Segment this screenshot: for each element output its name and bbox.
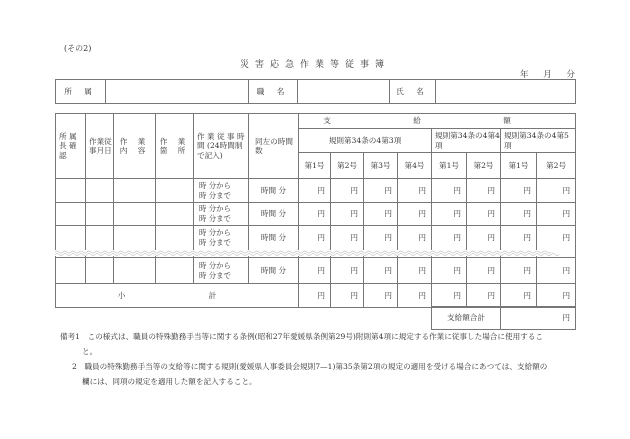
subtotal-amount-cell[interactable]: 円 (501, 284, 537, 308)
note-2-continued: 欄には、同項の規定を適用した額を記入すること。 (82, 377, 257, 386)
job-title-field[interactable] (298, 80, 390, 104)
header-hours-count: 同左の時間数 (249, 114, 299, 179)
subcol-header: 第2号 (537, 153, 576, 179)
work-place-cell[interactable] (156, 258, 194, 284)
time-to: 時 分まで (199, 214, 231, 223)
amount-cell[interactable]: 円 (501, 226, 537, 251)
amount-cell[interactable]: 円 (299, 258, 331, 284)
hours-cell[interactable]: 時間 分 (249, 258, 299, 284)
note-1-prefix: 備考1 (60, 332, 81, 341)
period-label: 年 月 分 (520, 70, 575, 80)
form-title: 災害応急作業等従事簿 (239, 60, 390, 70)
amount-cell[interactable]: 円 (398, 179, 432, 203)
subtotal-amount-cell[interactable]: 円 (331, 284, 364, 308)
work-time-cell[interactable] (194, 258, 249, 284)
amount-cell[interactable]: 円 (501, 258, 537, 284)
note-1-continued: と。 (82, 347, 98, 356)
subtotal-amount-cell[interactable]: 円 (364, 284, 398, 308)
subtotal-amount-cell[interactable]: 円 (537, 284, 576, 308)
work-date-cell[interactable] (86, 203, 114, 226)
subcol-header: 第1号 (299, 153, 331, 179)
amount-cell[interactable]: 円 (537, 203, 576, 226)
amount-cell[interactable]: 円 (331, 203, 364, 226)
amount-cell[interactable]: 円 (432, 203, 467, 226)
job-title-label: 職 名 (249, 80, 298, 104)
affiliation-label: 所 属 (56, 80, 106, 104)
amount-cell[interactable]: 円 (467, 258, 501, 284)
time-to: 時 分まで (199, 270, 231, 280)
amount-cell[interactable]: 円 (398, 226, 432, 251)
affiliation-field[interactable] (106, 80, 249, 104)
work-content-cell[interactable] (114, 258, 156, 284)
table-row (56, 179, 576, 203)
work-date-cell[interactable] (86, 179, 114, 203)
note-2-text: 職員の特殊勤務手当等の支給等に関する規則(愛媛県人事委員会規則7—1)第35条第2項の規定の適用を受ける場合にあつては、支給額の (84, 362, 548, 371)
amount-cell[interactable]: 円 (432, 226, 467, 251)
supervisor-confirm-cell[interactable] (56, 226, 86, 251)
time-to: 時 分まで (199, 190, 231, 200)
work-time-cell[interactable] (194, 179, 249, 203)
amount-cell[interactable]: 円 (501, 203, 537, 226)
amount-cell[interactable]: 円 (501, 179, 537, 203)
work-record-table (55, 113, 576, 308)
header-work-time: 作 業 従 事 時 間 (24時間制で記入) (194, 114, 249, 179)
time-from: 時 分から (199, 260, 231, 270)
amount-cell[interactable]: 円 (467, 226, 501, 251)
amount-cell[interactable]: 円 (398, 203, 432, 226)
amount-cell[interactable]: 円 (537, 258, 576, 284)
amount-cell[interactable]: 円 (299, 203, 331, 226)
amount-cell[interactable]: 円 (432, 179, 467, 203)
table-row (56, 258, 576, 284)
subcol-header: 第4号 (398, 153, 432, 179)
hours-cell[interactable]: 時間 分 (249, 226, 299, 251)
subcol-header: 第1号 (432, 153, 467, 179)
amount-cell[interactable]: 円 (364, 179, 398, 203)
amount-cell[interactable]: 円 (331, 179, 364, 203)
work-place-cell[interactable] (156, 179, 194, 203)
work-place-cell[interactable] (156, 226, 194, 251)
subtotal-amount-cell[interactable]: 円 (432, 284, 467, 308)
total-table (431, 306, 576, 330)
notes-section (60, 329, 620, 389)
info-table (55, 79, 576, 104)
work-date-cell[interactable] (86, 258, 114, 284)
amount-cell[interactable]: 円 (331, 258, 364, 284)
header-rule-group-3: 規則第34条の4第5項 (501, 129, 576, 153)
supervisor-confirm-cell[interactable] (56, 203, 86, 226)
subcol-header: 第3号 (364, 153, 398, 179)
name-label: 氏 名 (390, 80, 436, 104)
header-rule-group-1: 規則第34条の4第3項 (299, 129, 432, 153)
subcol-header: 第2号 (331, 153, 364, 179)
name-field[interactable] (436, 80, 576, 104)
amount-cell[interactable]: 円 (364, 258, 398, 284)
note-2 (60, 359, 620, 374)
work-content-cell[interactable] (114, 203, 156, 226)
subtotal-label-right: 計 (208, 290, 217, 300)
subtotal-amount-cell[interactable]: 円 (299, 284, 331, 308)
amount-cell[interactable]: 円 (537, 226, 576, 251)
time-from: 時 分から (199, 228, 231, 238)
amount-cell[interactable]: 円 (398, 258, 432, 284)
amount-cell[interactable]: 円 (364, 226, 398, 251)
header-work-content: 作 業 内 容 (114, 114, 156, 179)
supervisor-confirm-cell[interactable] (56, 179, 86, 203)
subcol-header: 第2号 (467, 153, 501, 179)
subtotal-row (56, 284, 576, 308)
time-from: 時 分から (199, 204, 231, 214)
amount-cell[interactable]: 円 (467, 179, 501, 203)
note-1-text: この様式は、職員の特殊勤務手当等に関する条例(昭和27年愛媛県条例第29号)附則第4項に規定する作業に従事した場合に使用するこ (87, 332, 543, 341)
work-place-cell[interactable] (156, 203, 194, 226)
header-payment-amount: 支 給 額 (299, 114, 576, 129)
work-content-cell[interactable] (114, 179, 156, 203)
subtotal-amount-cell[interactable]: 円 (398, 284, 432, 308)
amount-cell[interactable]: 円 (537, 179, 576, 203)
amount-cell[interactable]: 円 (299, 226, 331, 251)
work-date-cell[interactable] (86, 226, 114, 251)
work-content-cell[interactable] (114, 226, 156, 251)
hours-cell[interactable]: 時間 分 (249, 179, 299, 203)
amount-cell[interactable]: 円 (331, 226, 364, 251)
total-label: 支給額合計 (432, 307, 501, 330)
work-time-cell[interactable] (194, 203, 249, 226)
table-row (56, 226, 576, 251)
header-rule-group-2: 規則第34条の4第4項 (432, 129, 501, 153)
work-time-cell[interactable] (194, 226, 249, 251)
amount-cell[interactable]: 円 (467, 203, 501, 226)
table-break-wave-icon (55, 250, 575, 256)
subcol-header: 第1号 (501, 153, 537, 179)
table-row (56, 203, 576, 226)
form-subtitle: (その2) (64, 44, 92, 53)
amount-cell[interactable]: 円 (432, 258, 467, 284)
note-1 (60, 329, 620, 344)
note-2-prefix: 2 (72, 362, 77, 371)
header-supervisor-confirm: 所 属 長 確 認 (56, 114, 86, 179)
subtotal-label (56, 284, 299, 308)
amount-cell[interactable]: 円 (299, 179, 331, 203)
amount-cell[interactable]: 円 (364, 203, 398, 226)
supervisor-confirm-cell[interactable] (56, 258, 86, 284)
subtotal-label-left: 小 (117, 290, 126, 300)
header-work-place: 作 業 箇 所 (156, 114, 194, 179)
hours-cell[interactable]: 時間 分 (249, 203, 299, 226)
total-value-cell[interactable]: 円 (501, 307, 576, 330)
time-to: 時 分まで (199, 238, 231, 247)
header-work-date: 作業従事月日 (86, 114, 114, 179)
subtotal-amount-cell[interactable]: 円 (467, 284, 501, 308)
time-from: 時 分から (199, 180, 231, 190)
